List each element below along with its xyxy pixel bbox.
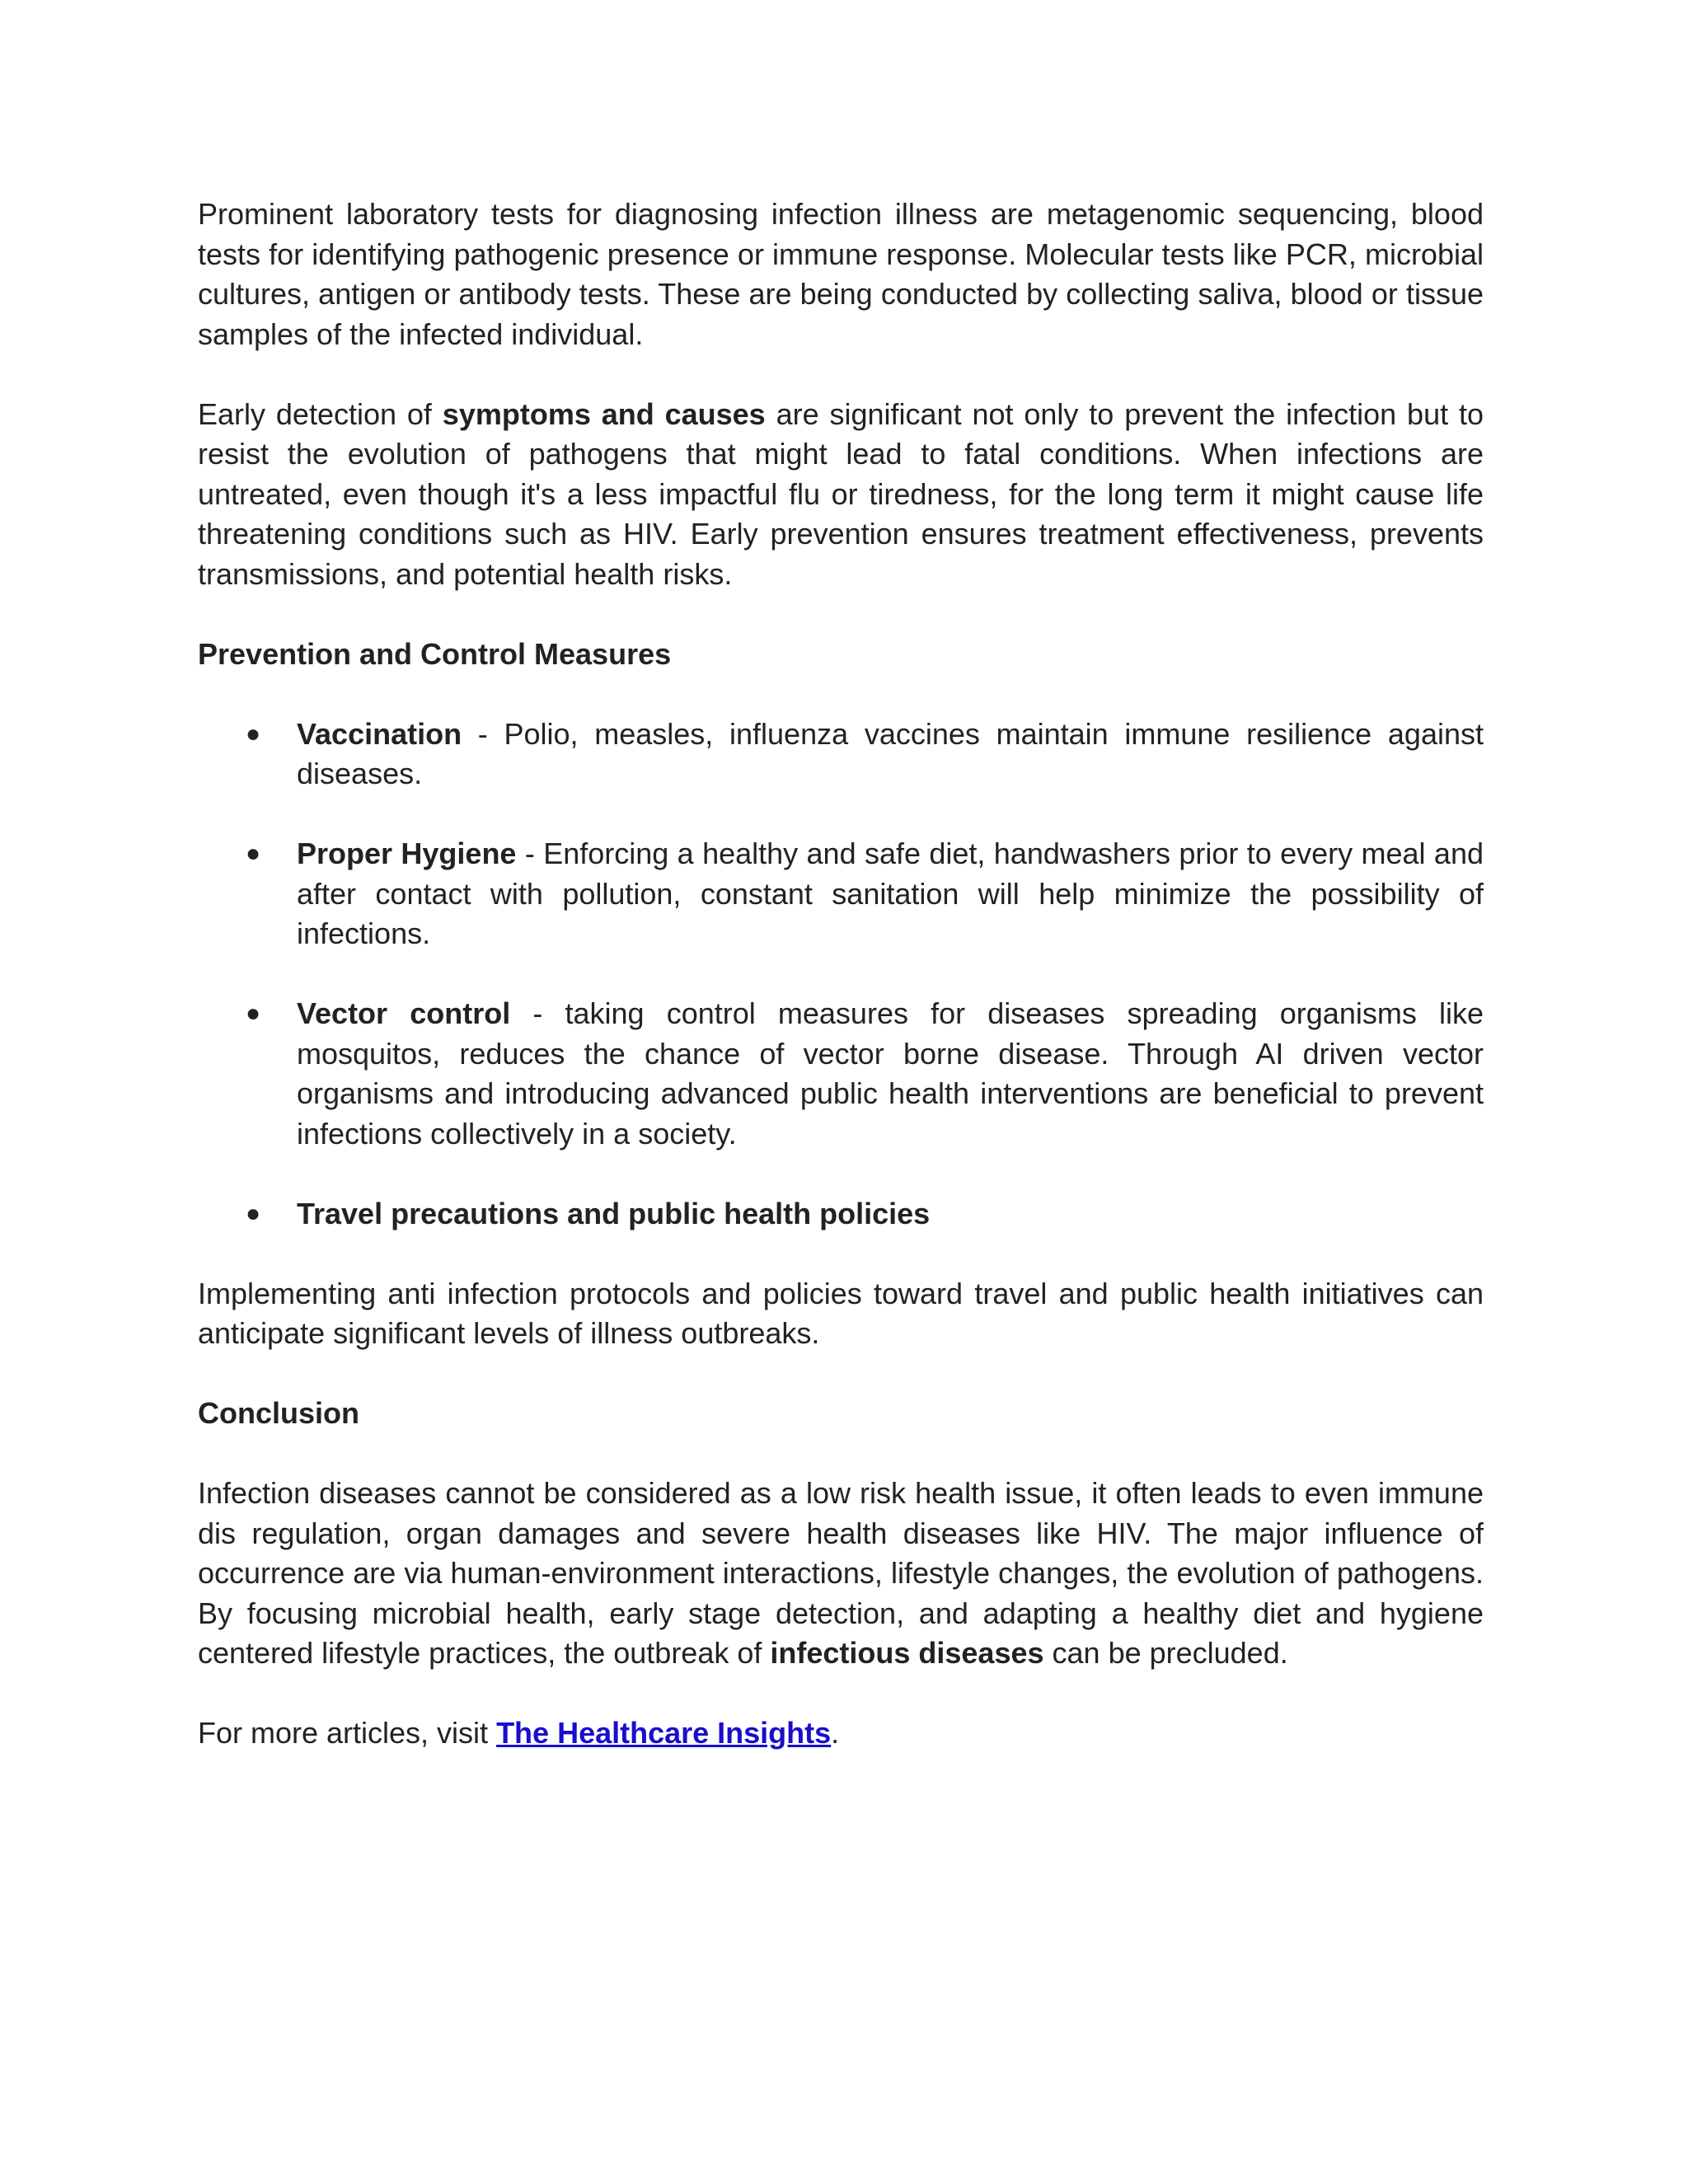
list-item-travel — [198, 1194, 1484, 1235]
list-item-title: Travel precautions and public health policies — [297, 1196, 931, 1230]
list-item-title: Vaccination — [297, 716, 462, 751]
bullet-icon: ● — [246, 840, 261, 867]
list-item-vector-control — [198, 994, 1484, 1154]
list-item-text: - taking control measures for diseases spreading organisms like mosquitos, reduces the chance of vector borne disease. Through AI driven vector organisms and introducing advanced public health interventions are beneficial to prevent infections collectively in a society. — [297, 996, 1484, 1151]
paragraph-conclusion — [198, 1474, 1484, 1674]
paragraph-more-articles — [198, 1713, 1484, 1754]
bullet-icon: ● — [246, 719, 261, 748]
prevention-list — [198, 715, 1484, 1235]
paragraph-early-detection — [198, 395, 1484, 595]
list-item-title: Proper Hygiene — [297, 837, 517, 870]
list-item-text: - Enforcing a healthy and safe diet, handwashers prior to every meal and after contact with pollution, constant sanitation will help minimize the possibility of infections. — [297, 837, 1484, 950]
early-detection-text-end: are significant not only to prevent the infection but to resist the evolution of pathogens that might lead to fatal conditions. When infections are untreated, even though it's a less impactful flu or tiredness, for the long term it might cause life threatening conditions such as HIV. Early prevention ensures treatment effectiveness, prevents transmissions, and potential health risks. — [198, 396, 1484, 591]
bullet-icon: ● — [246, 1199, 261, 1227]
document-page — [198, 194, 1484, 1793]
conclusion-text-start: Infection diseases cannot be considered as a low risk health issue, it often leads to even immune dis regulation, organ damages and severe health diseases like HIV. The major influence of occurrence are via human-environment interactions, lifestyle changes, the evolution of pathogens. By focusing microbial health, early stage detection, and adapting a healthy diet and hygiene centered lifestyle practices, the outbreak of — [198, 1476, 1484, 1670]
healthcare-insights-link[interactable]: The Healthcare Insights — [496, 1716, 832, 1750]
paragraph-lab-tests: Prominent laboratory tests for diagnosing infection illness are metagenomic sequencing, blood tests for identifying pathogenic presence or immune response. Molecular tests like PCR, microbial cultures, antigen or antibody tests. These are being conducted by collecting saliva, blood or tissue samples of the infected individual. — [198, 197, 1484, 351]
paragraph-travel-policies: Implementing anti infection protocols and policies toward travel and public health initiatives can anticipate significant levels of illness outbreaks. — [198, 1276, 1484, 1350]
heading-conclusion: Conclusion — [198, 1396, 359, 1430]
more-articles-period: . — [831, 1716, 840, 1750]
list-item-title: Vector control — [297, 996, 511, 1030]
conclusion-bold: infectious diseases — [770, 1636, 1044, 1670]
more-articles-text: For more articles, visit — [198, 1716, 497, 1750]
early-detection-text-start: Early detection of — [198, 396, 443, 431]
conclusion-text-end: can be precluded. — [1043, 1636, 1288, 1670]
list-item-vaccination — [198, 715, 1484, 794]
list-item-hygiene — [198, 834, 1484, 954]
early-detection-bold: symptoms and causes — [442, 396, 766, 431]
list-item-text: - Polio, measles, influenza vaccines maintain immune resilience against diseases. — [297, 716, 1484, 790]
heading-prevention: Prevention and Control Measures — [198, 636, 672, 671]
bullet-icon: ● — [246, 1000, 261, 1027]
